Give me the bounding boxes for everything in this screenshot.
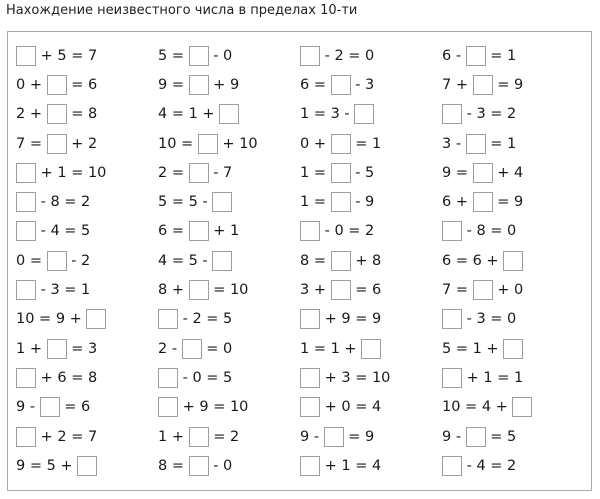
equation-prefix: 8 + — [158, 282, 189, 299]
equation-suffix: - 3 = 0 — [462, 311, 517, 328]
answer-input-box[interactable] — [361, 339, 381, 359]
equation-suffix: - 9 — [350, 194, 375, 211]
equation-suffix: + 9 = 9 — [320, 311, 382, 328]
equation-prefix: 9 - — [300, 428, 324, 445]
page-title: Нахождение неизвестного числа в пределах 10-ти — [6, 3, 358, 18]
exercise-column — [158, 41, 298, 480]
equation-suffix: - 3 = 1 — [36, 282, 91, 299]
equation-row — [16, 334, 156, 363]
equation-prefix: 2 = — [158, 164, 189, 181]
answer-input-box[interactable] — [442, 309, 462, 329]
equation-suffix: + 2 = 7 — [36, 428, 98, 445]
answer-input-box[interactable] — [158, 368, 178, 388]
equation-row — [158, 393, 298, 422]
equation-suffix: - 0 — [208, 47, 233, 64]
equation-prefix: 7 = — [442, 282, 473, 299]
equation-prefix: 6 - — [442, 47, 466, 64]
equation-row — [442, 100, 582, 129]
answer-input-box[interactable] — [442, 104, 462, 124]
answer-input-box[interactable] — [300, 309, 320, 329]
answer-input-box[interactable] — [189, 46, 209, 66]
equation-suffix: = 8 — [66, 106, 98, 123]
answer-input-box[interactable] — [219, 104, 239, 124]
equation-suffix: + 5 = 7 — [36, 47, 98, 64]
answer-input-box[interactable] — [16, 427, 36, 447]
answer-input-box[interactable] — [466, 134, 486, 154]
equation-row — [158, 217, 298, 246]
equation-suffix: - 0 = 2 — [320, 223, 375, 240]
equation-prefix: 10 = 4 + — [442, 399, 513, 416]
equation-prefix: 0 = — [16, 252, 47, 269]
equation-row — [300, 451, 440, 480]
equation-row — [442, 393, 582, 422]
answer-input-box[interactable] — [16, 221, 36, 241]
equation-suffix: = 6 — [66, 76, 98, 93]
equation-prefix: 2 - — [158, 340, 182, 357]
equation-row — [16, 393, 156, 422]
equation-row — [300, 393, 440, 422]
equation-row — [158, 334, 298, 363]
answer-input-box[interactable] — [466, 46, 486, 66]
equation-suffix: + 2 — [66, 135, 98, 152]
equation-prefix: 5 = — [158, 47, 189, 64]
answer-input-box[interactable] — [473, 163, 493, 183]
equation-row — [300, 334, 440, 363]
equation-suffix: = 6 — [59, 399, 91, 416]
answer-input-box[interactable] — [212, 192, 232, 212]
answer-input-box[interactable] — [300, 397, 320, 417]
answer-input-box[interactable] — [189, 280, 209, 300]
equation-row — [16, 158, 156, 187]
equation-prefix: 0 + — [16, 76, 47, 93]
equation-row — [158, 187, 298, 216]
equation-suffix: - 3 — [350, 76, 375, 93]
equation-row — [442, 217, 582, 246]
equation-suffix: - 0 — [208, 457, 233, 474]
equation-suffix: + 6 = 8 — [36, 369, 98, 386]
answer-input-box[interactable] — [47, 134, 67, 154]
equation-row — [442, 305, 582, 334]
equation-row — [16, 275, 156, 304]
equation-prefix: 5 = 5 - — [158, 194, 213, 211]
equation-row — [300, 187, 440, 216]
equation-row — [300, 305, 440, 334]
equation-row — [16, 422, 156, 451]
equation-row — [442, 41, 582, 70]
answer-input-box[interactable] — [442, 221, 462, 241]
equation-row — [300, 158, 440, 187]
equation-row — [300, 422, 440, 451]
equation-suffix: - 5 — [350, 164, 375, 181]
answer-input-box[interactable] — [77, 456, 97, 476]
equation-suffix: - 8 = 0 — [462, 223, 517, 240]
equation-prefix: 1 = — [300, 164, 331, 181]
equation-row — [300, 70, 440, 99]
answer-input-box[interactable] — [189, 456, 209, 476]
equation-prefix: 0 + — [300, 135, 331, 152]
equation-suffix: - 8 = 2 — [36, 194, 91, 211]
equation-suffix: = 3 — [66, 340, 98, 357]
equation-row — [158, 246, 298, 275]
equation-row — [16, 246, 156, 275]
answer-input-box[interactable] — [354, 104, 374, 124]
answer-input-box[interactable] — [331, 163, 351, 183]
equation-row — [16, 187, 156, 216]
equation-suffix: - 2 — [66, 252, 91, 269]
equation-row — [442, 129, 582, 158]
answer-input-box[interactable] — [466, 427, 486, 447]
equation-row — [442, 246, 582, 275]
answer-input-box[interactable] — [16, 163, 36, 183]
equation-prefix: 10 = 9 + — [16, 311, 87, 328]
equation-row — [158, 363, 298, 392]
answer-input-box[interactable] — [503, 339, 523, 359]
equation-suffix: + 8 — [350, 252, 382, 269]
equation-prefix: 7 = — [16, 135, 47, 152]
equation-row — [442, 70, 582, 99]
equation-row — [442, 422, 582, 451]
equation-row — [158, 451, 298, 480]
answer-input-box[interactable] — [189, 427, 209, 447]
equation-row — [442, 158, 582, 187]
equation-suffix: = 1 — [350, 135, 382, 152]
equation-prefix: 9 = — [442, 164, 473, 181]
equation-suffix: = 0 — [201, 340, 233, 357]
equation-row — [300, 100, 440, 129]
exercise-column — [442, 41, 582, 480]
equation-suffix: = 2 — [208, 428, 240, 445]
answer-input-box[interactable] — [182, 339, 202, 359]
equation-row — [300, 246, 440, 275]
equation-prefix: 9 - — [442, 428, 466, 445]
equation-suffix: = 9 — [492, 76, 524, 93]
answer-input-box[interactable] — [47, 251, 67, 271]
exercise-column — [16, 41, 156, 480]
equation-suffix: + 3 = 10 — [320, 369, 391, 386]
equation-row — [158, 41, 298, 70]
equation-suffix: + 1 — [208, 223, 240, 240]
equation-prefix: 8 = — [300, 252, 331, 269]
equation-suffix: = 1 — [485, 135, 517, 152]
answer-input-box[interactable] — [189, 75, 209, 95]
equation-row — [158, 275, 298, 304]
equation-prefix: 10 = — [158, 135, 198, 152]
equation-suffix: + 9 = 10 — [178, 399, 249, 416]
equation-suffix: - 2 = 0 — [320, 47, 375, 64]
equation-row — [158, 158, 298, 187]
answer-input-box[interactable] — [16, 192, 36, 212]
equation-suffix: = 1 — [485, 47, 517, 64]
equation-prefix: 4 = 5 - — [158, 252, 213, 269]
equation-suffix: + 9 — [208, 76, 240, 93]
equation-prefix: 5 = 1 + — [442, 340, 504, 357]
exercise-column — [300, 41, 440, 480]
exercise-panel — [7, 31, 592, 491]
answer-input-box[interactable] — [189, 163, 209, 183]
equation-suffix: + 1 = 10 — [36, 164, 107, 181]
equation-row — [16, 217, 156, 246]
answer-input-box[interactable] — [158, 309, 178, 329]
equation-row — [300, 129, 440, 158]
answer-input-box[interactable] — [503, 251, 523, 271]
equation-suffix: + 0 — [492, 282, 524, 299]
answer-input-box[interactable] — [300, 221, 320, 241]
equation-suffix: - 4 = 2 — [462, 457, 517, 474]
equation-row — [16, 451, 156, 480]
equation-row — [300, 217, 440, 246]
equation-suffix: + 1 = 1 — [462, 369, 524, 386]
equation-row — [16, 100, 156, 129]
answer-input-box[interactable] — [442, 368, 462, 388]
equation-suffix: = 5 — [485, 428, 517, 445]
answer-input-box[interactable] — [40, 397, 60, 417]
equation-row — [158, 129, 298, 158]
equation-row — [16, 41, 156, 70]
equation-suffix: - 4 = 5 — [36, 223, 91, 240]
equation-row — [158, 70, 298, 99]
equation-prefix: 9 = 5 + — [16, 457, 78, 474]
equation-prefix: 3 - — [442, 135, 466, 152]
equation-row — [16, 70, 156, 99]
answer-input-box[interactable] — [473, 75, 493, 95]
equation-row — [16, 363, 156, 392]
answer-input-box[interactable] — [212, 251, 232, 271]
equation-suffix: = 9 — [492, 194, 524, 211]
equation-suffix: = 10 — [208, 282, 249, 299]
equation-prefix: 6 = — [300, 76, 331, 93]
equation-row — [442, 363, 582, 392]
equation-row — [300, 275, 440, 304]
answer-input-box[interactable] — [16, 368, 36, 388]
equation-row — [16, 129, 156, 158]
answer-input-box[interactable] — [86, 309, 106, 329]
equation-suffix: + 10 — [217, 135, 258, 152]
answer-input-box[interactable] — [331, 192, 351, 212]
equation-prefix: 1 + — [16, 340, 47, 357]
equation-prefix: 4 = 1 + — [158, 106, 220, 123]
equation-row — [158, 100, 298, 129]
equation-prefix: 2 + — [16, 106, 47, 123]
equation-suffix: - 0 = 5 — [178, 369, 233, 386]
equation-suffix: + 1 = 4 — [320, 457, 382, 474]
equation-prefix: 6 = 6 + — [442, 252, 504, 269]
equation-row — [442, 275, 582, 304]
equation-prefix: 7 + — [442, 76, 473, 93]
equation-row — [158, 422, 298, 451]
equation-prefix: 9 - — [16, 399, 40, 416]
equation-row — [300, 41, 440, 70]
equation-suffix: + 4 — [492, 164, 524, 181]
answer-input-box[interactable] — [331, 251, 351, 271]
equation-suffix: = 6 — [350, 282, 382, 299]
answer-input-box[interactable] — [473, 280, 493, 300]
answer-input-box[interactable] — [512, 397, 532, 417]
equation-prefix: 6 = — [158, 223, 189, 240]
equation-row — [442, 451, 582, 480]
answer-input-box[interactable] — [47, 104, 67, 124]
answer-input-box[interactable] — [47, 75, 67, 95]
equation-row — [16, 305, 156, 334]
equation-suffix: - 2 = 5 — [178, 311, 233, 328]
equation-prefix: 1 = — [300, 194, 331, 211]
answer-input-box[interactable] — [473, 192, 493, 212]
answer-input-box[interactable] — [442, 456, 462, 476]
equation-suffix: - 7 — [208, 164, 233, 181]
answer-input-box[interactable] — [331, 280, 351, 300]
answer-input-box[interactable] — [324, 427, 344, 447]
equation-row — [158, 305, 298, 334]
equation-prefix: 1 + — [158, 428, 189, 445]
equation-row — [442, 334, 582, 363]
answer-input-box[interactable] — [16, 280, 36, 300]
equation-prefix: 1 = 1 + — [300, 340, 362, 357]
answer-input-box[interactable] — [331, 75, 351, 95]
equation-suffix: + 0 = 4 — [320, 399, 382, 416]
answer-input-box[interactable] — [189, 221, 209, 241]
equation-prefix: 9 = — [158, 76, 189, 93]
answer-input-box[interactable] — [300, 368, 320, 388]
answer-input-box[interactable] — [300, 456, 320, 476]
equation-prefix: 1 = 3 - — [300, 106, 355, 123]
equation-row — [442, 187, 582, 216]
equation-suffix: = 9 — [343, 428, 375, 445]
equation-row — [300, 363, 440, 392]
equation-prefix: 3 + — [300, 282, 331, 299]
equation-prefix: 6 + — [442, 194, 473, 211]
answer-input-box[interactable] — [198, 134, 218, 154]
answer-input-box[interactable] — [331, 134, 351, 154]
equation-prefix: 8 = — [158, 457, 189, 474]
answer-input-box[interactable] — [158, 397, 178, 417]
equation-suffix: - 3 = 2 — [462, 106, 517, 123]
answer-input-box[interactable] — [47, 339, 67, 359]
answer-input-box[interactable] — [300, 46, 320, 66]
answer-input-box[interactable] — [16, 46, 36, 66]
